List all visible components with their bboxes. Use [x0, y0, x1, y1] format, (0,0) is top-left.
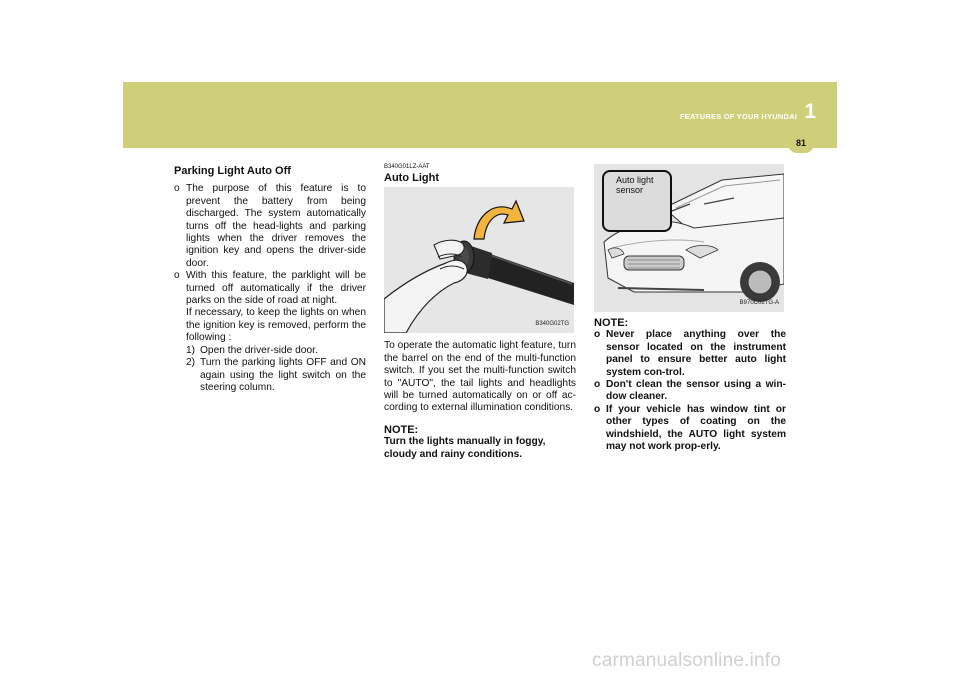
list-item	[594, 379, 786, 404]
list-item	[186, 357, 366, 394]
steps-list	[186, 345, 366, 395]
auto-light-title: Auto Light	[384, 172, 439, 184]
sensor-notes	[594, 329, 786, 453]
bullet-mark: o	[174, 270, 180, 282]
bullet-mark: o	[594, 329, 601, 341]
header-band	[123, 82, 837, 148]
auto-light-section	[384, 164, 576, 461]
parking-light-heading: Parking Light Auto Off	[174, 165, 291, 177]
list-item	[594, 404, 786, 454]
auto-light-paragraph: To operate the automatic light feature, turn the barrel on the end of the multi-function switch. If you set the multi-function switch to "AUTO", the tail lights and headlights will be turned automatically on or off ac-cording to external illumination conditions.	[384, 340, 576, 414]
bullet-text: Never place anything over the sensor located on the instrument panel to ensure better auto light system con-trol.	[606, 329, 786, 378]
multi-function-switch-illustration	[384, 187, 574, 333]
callout-label: Auto light sensor	[616, 175, 654, 195]
switch-figure	[384, 187, 574, 333]
bullet-text: The purpose of this feature is to prevent the battery from being discharged. The system automatically turns off the head-lights and parking lights when the driver removes the ignition key and opens the driver-side door.	[186, 183, 366, 269]
bullet-text: If your vehicle has window tint or other types of coating on the windshield, the AUTO light system may not work prop-erly.	[606, 403, 786, 453]
step-text: Turn the parking lights OFF and ON again using the light switch on the steering column.	[200, 357, 366, 393]
list-item	[594, 329, 786, 379]
section-code: B340G01LZ-AAT	[384, 164, 430, 170]
bullet-text: With this feature, the parklight will be turned off automatically if the driver parks on the side of road at night.	[186, 270, 366, 307]
note-heading: NOTE:	[384, 423, 419, 436]
page-number-tab	[788, 135, 814, 153]
list-item	[186, 345, 366, 357]
list-item	[174, 270, 366, 344]
step-number: 1)	[186, 344, 196, 356]
bullet-text: If necessary, to keep the lights on when the ignition key is removed, perform the following :	[186, 307, 366, 344]
figure-code: B970C02TG-A	[739, 299, 779, 306]
bullet-mark: o	[594, 379, 601, 391]
note-heading: NOTE:	[594, 317, 629, 329]
note-text: Turn the lights manually in foggy, cloudy and rainy conditions.	[384, 436, 546, 460]
bullet-mark: o	[174, 183, 180, 195]
bullet-text: Don't clean the sensor using a win-dow cleaner.	[606, 379, 786, 403]
bullet-mark: o	[594, 403, 601, 415]
step-number: 2)	[186, 357, 196, 369]
page-number: 81	[795, 138, 806, 148]
step-text: Open the driver-side door.	[200, 344, 318, 356]
parking-light-section	[174, 165, 366, 394]
chapter-number: 1	[804, 100, 816, 123]
car-figure	[594, 164, 784, 312]
list-item	[174, 183, 366, 270]
watermark: carmanualsonline.info	[592, 650, 782, 671]
sensor-callout	[602, 170, 672, 232]
figure-code: B340G02TG	[535, 321, 569, 327]
sensor-section	[594, 164, 786, 453]
chapter-title: FEATURES OF YOUR HYUNDAI	[679, 112, 797, 121]
